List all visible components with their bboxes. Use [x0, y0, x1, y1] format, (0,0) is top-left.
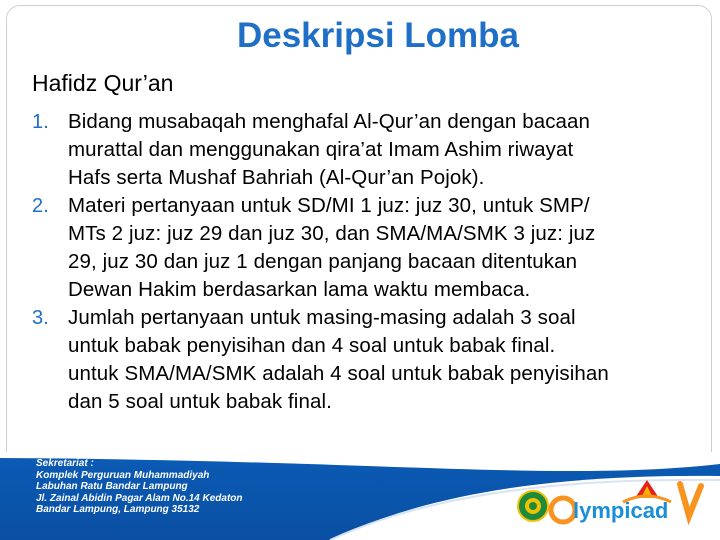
logo-wordmark: lympicad [573, 498, 669, 523]
list-number: 2. [32, 195, 49, 217]
checkmark-icon [680, 484, 701, 516]
address-line: Labuhan Ratu Bandar Lampung [36, 481, 188, 492]
logo-tagline: Bandar Lampung, 13-15 Oktober 2016 [581, 524, 667, 530]
item-line: untuk SMA/MA/SMK adalah 4 soal untuk babak penyisihan [68, 362, 609, 385]
address-line: Komplek Perguruan Muhammadiyah [36, 469, 210, 481]
item-line: Hafs serta Mushaf Bahriah (Al-Qur’an Pojok). [68, 166, 485, 189]
slide-title: Deskripsi Lomba [236, 16, 520, 55]
logo-o-ring [551, 498, 575, 522]
item-line: 29, juz 30 dan juz 1 dengan panjang bacaan ditentukan [68, 250, 578, 273]
list-item [32, 304, 702, 416]
item-line: Dewan Hakim berdasarkan lama waktu membaca. [68, 278, 531, 301]
item-line: murattal dan menggunakan qira’at Imam Ashim riwayat [68, 138, 574, 161]
list-item [32, 192, 702, 304]
item-line: Jumlah pertanyaan untuk masing-masing adalah 3 soal [68, 306, 576, 329]
emblem-icon [518, 491, 548, 521]
olympicad-logo [515, 476, 715, 532]
description-list [32, 108, 702, 416]
section-heading: Hafidz Qur’an [32, 70, 174, 96]
item-line: Bidang musabaqah menghafal Al-Qur’an dengan bacaan [68, 110, 591, 133]
item-line: untuk babak penyisihan dan 4 soal untuk babak final. [68, 334, 556, 357]
list-number: 1. [32, 111, 49, 133]
secretariat-address [36, 458, 243, 516]
address-line: Jl. Zainal Abidin Pagar Alam No.14 Kedaton [36, 492, 243, 504]
list-number: 3. [32, 307, 49, 329]
item-line: MTs 2 juz: juz 29 dan juz 30, dan SMA/MA/SMK 3 juz: juz [68, 222, 596, 245]
address-line: Bandar Lampung, Lampung 35132 [36, 504, 200, 515]
item-line: Materi pertanyaan untuk SD/MI 1 juz: juz 30, untuk SMP/ [68, 194, 590, 217]
logo-graphic [515, 476, 715, 532]
item-line: dan 5 soal untuk babak final. [68, 390, 332, 413]
list-item [32, 108, 702, 192]
address-line: Sekretariat : [36, 458, 94, 469]
